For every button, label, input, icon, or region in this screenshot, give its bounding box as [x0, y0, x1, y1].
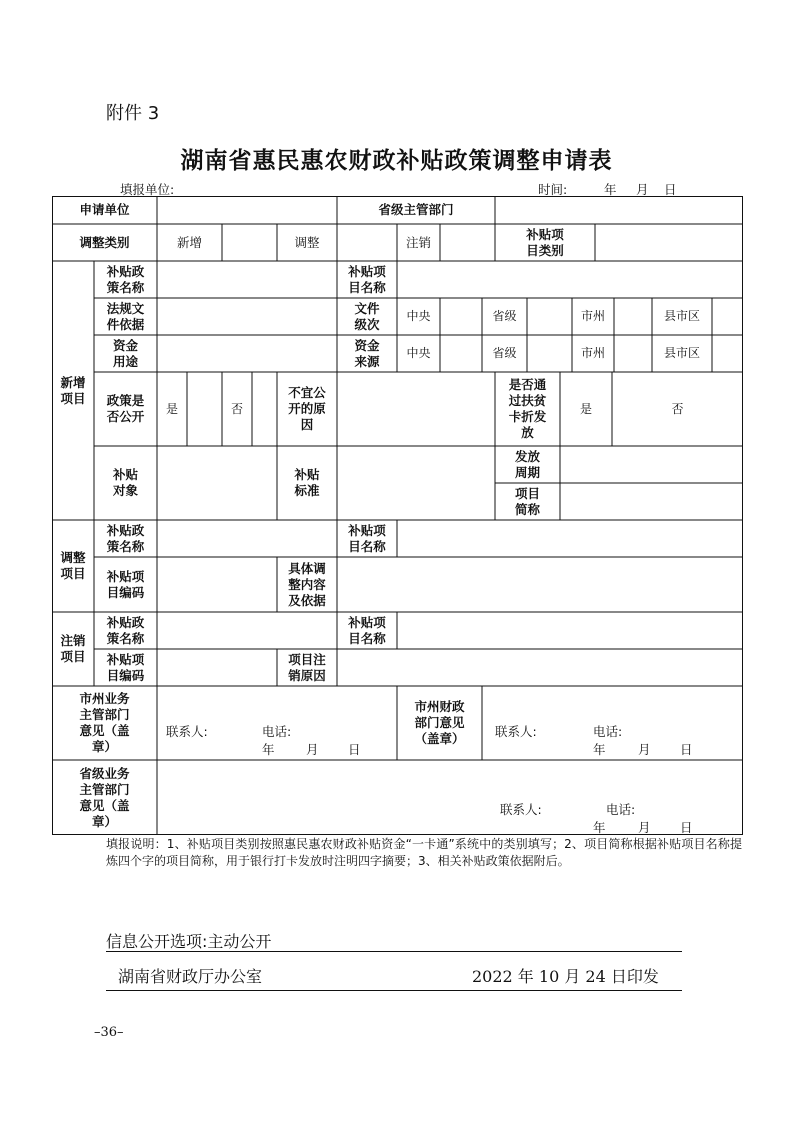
- field-applicant-unit[interactable]: [157, 196, 337, 224]
- label-cancel-project-code: 补贴项目编码: [106, 651, 145, 683]
- label-provincial-business-opinion: 省级业务主管部门意见（盖章）: [79, 765, 130, 829]
- group-adjust-project: 调整项目: [60, 550, 86, 581]
- page-number: –36–: [94, 1025, 124, 1040]
- checkbox-file-central[interactable]: [440, 298, 482, 335]
- fund-source-county: 县市区: [663, 346, 700, 360]
- field-fund-use[interactable]: [157, 335, 337, 372]
- field-adjust-project-name[interactable]: [397, 520, 743, 557]
- label-subsidy-standard: 补贴标准: [294, 467, 320, 498]
- fund-source-central: 中央: [406, 346, 431, 360]
- issuing-office: 湖南省财政厅办公室: [118, 967, 263, 986]
- label-legal-basis: 法规文件依据: [106, 300, 145, 332]
- label-fund-use: 资金用途: [112, 337, 138, 369]
- file-level-central: 中央: [406, 309, 431, 323]
- field-cancel-project-name[interactable]: [397, 612, 743, 649]
- checkbox-adjust[interactable]: [337, 224, 397, 261]
- label-not-public-reason: 不宜公开的原因: [288, 385, 326, 432]
- field-city-finance-opinion[interactable]: [482, 686, 743, 760]
- label-subsidy-category: 补贴项目类别: [526, 226, 564, 258]
- time-month: 月: [636, 182, 649, 197]
- label-project-abbr: 项目简称: [514, 485, 540, 517]
- fill-instructions: 填报说明：1、补贴项目类别按照惠民惠农财政补贴资金“一卡通”系统中的类别填写；2、项目简称根据补贴项目名称提炼四个字的项目简称，用于银行打卡发放时注明四字摘要；3、相关补贴政策依据附后。: [106, 837, 742, 868]
- label-subsidy-target: 补贴对象: [112, 467, 138, 498]
- field-project-name[interactable]: [397, 261, 743, 298]
- checkbox-fund-central[interactable]: [440, 335, 482, 372]
- policy-public-no: 否: [230, 401, 243, 416]
- label-policy-public: 政策是否公开: [106, 393, 145, 424]
- field-provincial-business-opinion[interactable]: [157, 760, 743, 835]
- provincial-contact: 联系人:: [500, 802, 542, 817]
- via-card-no: 否: [671, 401, 684, 416]
- time-label: 时间:: [538, 182, 568, 197]
- attachment-label: 附件 3: [106, 103, 160, 124]
- label-fund-source: 资金来源: [354, 337, 380, 369]
- label-via-card: 是否通过扶贫卡折发放: [508, 377, 547, 440]
- footer-rule-bottom: [106, 990, 682, 991]
- city-business-year: 年: [262, 742, 275, 757]
- via-card-yes: 是: [579, 401, 592, 416]
- provincial-year: 年: [593, 820, 606, 835]
- checkbox-fund-province[interactable]: [527, 335, 572, 372]
- field-cancel-project-code[interactable]: [157, 649, 277, 686]
- label-provincial-dept: 省级主管部门: [378, 202, 454, 217]
- group-new-project: 新增项目: [60, 374, 86, 406]
- provincial-month: 月: [638, 820, 651, 835]
- checkbox-file-county[interactable]: [712, 298, 743, 335]
- label-city-finance-opinion: 市州财政部门意见（盖章）: [414, 699, 465, 746]
- label-adjust-project-code: 补贴项目编码: [106, 568, 145, 600]
- city-finance-year: 年: [593, 742, 606, 757]
- label-cancel-policy-name: 补贴政策名称: [106, 614, 145, 646]
- city-finance-day: 日: [680, 742, 693, 757]
- checkbox-public-no[interactable]: [252, 372, 277, 446]
- city-finance-phone: 电话:: [593, 724, 623, 739]
- disclosure-option: 信息公开选项:主动公开: [106, 932, 272, 951]
- label-cancel-project-name: 补贴项目名称: [348, 614, 386, 646]
- label-adjust-content: 具体调整内容及依据: [288, 560, 326, 608]
- footer-rule-top: [106, 951, 682, 952]
- field-city-business-opinion[interactable]: [157, 686, 397, 760]
- checkbox-public-yes[interactable]: [187, 372, 222, 446]
- field-adjust-content[interactable]: [337, 557, 743, 612]
- label-adjust-category: 调整类别: [79, 234, 130, 250]
- field-adjust-policy-name[interactable]: [157, 520, 337, 557]
- checkbox-cancel[interactable]: [440, 224, 495, 261]
- application-form-table: [52, 196, 743, 835]
- checkbox-file-city[interactable]: [614, 298, 652, 335]
- city-finance-contact: 联系人:: [495, 724, 537, 739]
- field-adjust-project-code[interactable]: [157, 557, 277, 612]
- city-finance-month: 月: [638, 742, 651, 757]
- option-new-label: 新增: [176, 234, 202, 250]
- label-city-business-opinion: 市州业务主管部门意见（盖章）: [79, 691, 130, 754]
- filler-unit-label: 填报单位:: [120, 182, 175, 197]
- issue-date: 2022 年 10 月 24 日印发: [472, 967, 659, 986]
- fund-source-city: 市州: [580, 346, 605, 360]
- field-cancel-policy-name[interactable]: [157, 612, 337, 649]
- time-year: 年: [604, 182, 617, 197]
- field-policy-name[interactable]: [157, 261, 337, 298]
- form-title: 湖南省惠民惠农财政补贴政策调整申请表: [180, 148, 613, 174]
- label-release-cycle: 发放周期: [514, 448, 540, 480]
- time-day: 日: [664, 182, 677, 197]
- checkbox-file-province[interactable]: [527, 298, 572, 335]
- label-policy-name: 补贴政策名称: [106, 263, 145, 295]
- city-business-phone: 电话:: [262, 724, 292, 739]
- field-provincial-dept[interactable]: [495, 196, 743, 224]
- file-level-city: 市州: [580, 309, 605, 323]
- fund-source-province: 省级: [492, 346, 517, 360]
- policy-public-yes: 是: [165, 401, 178, 416]
- provincial-phone: 电话:: [606, 802, 636, 817]
- field-legal-basis[interactable]: [157, 298, 337, 335]
- label-adjust-project-name: 补贴项目名称: [348, 522, 386, 554]
- provincial-day: 日: [680, 820, 693, 835]
- field-release-cycle[interactable]: [560, 446, 743, 483]
- label-file-level: 文件级次: [354, 300, 380, 332]
- field-project-abbr[interactable]: [560, 483, 743, 520]
- option-cancel-label: 注销: [405, 234, 431, 250]
- label-cancel-reason: 项目注销原因: [288, 651, 326, 683]
- city-business-day: 日: [348, 742, 361, 757]
- checkbox-fund-city[interactable]: [614, 335, 652, 372]
- field-subsidy-standard[interactable]: [337, 446, 495, 520]
- field-cancel-reason[interactable]: [337, 649, 743, 686]
- label-project-name: 补贴项目名称: [348, 263, 386, 295]
- option-adjust-label: 调整: [294, 234, 320, 250]
- label-applicant-unit: 申请单位: [79, 202, 130, 217]
- file-level-county: 县市区: [663, 309, 700, 323]
- field-not-public-reason[interactable]: [337, 372, 495, 446]
- group-cancel-project: 注销项目: [60, 633, 86, 664]
- field-subsidy-target[interactable]: [157, 446, 277, 520]
- checkbox-new[interactable]: [222, 224, 277, 261]
- city-business-contact: 联系人:: [166, 724, 208, 739]
- city-business-month: 月: [306, 742, 319, 757]
- label-adjust-policy-name: 补贴政策名称: [106, 522, 145, 554]
- file-level-province: 省级: [492, 309, 517, 323]
- checkbox-fund-county[interactable]: [712, 335, 743, 372]
- field-subsidy-category[interactable]: [595, 224, 743, 261]
